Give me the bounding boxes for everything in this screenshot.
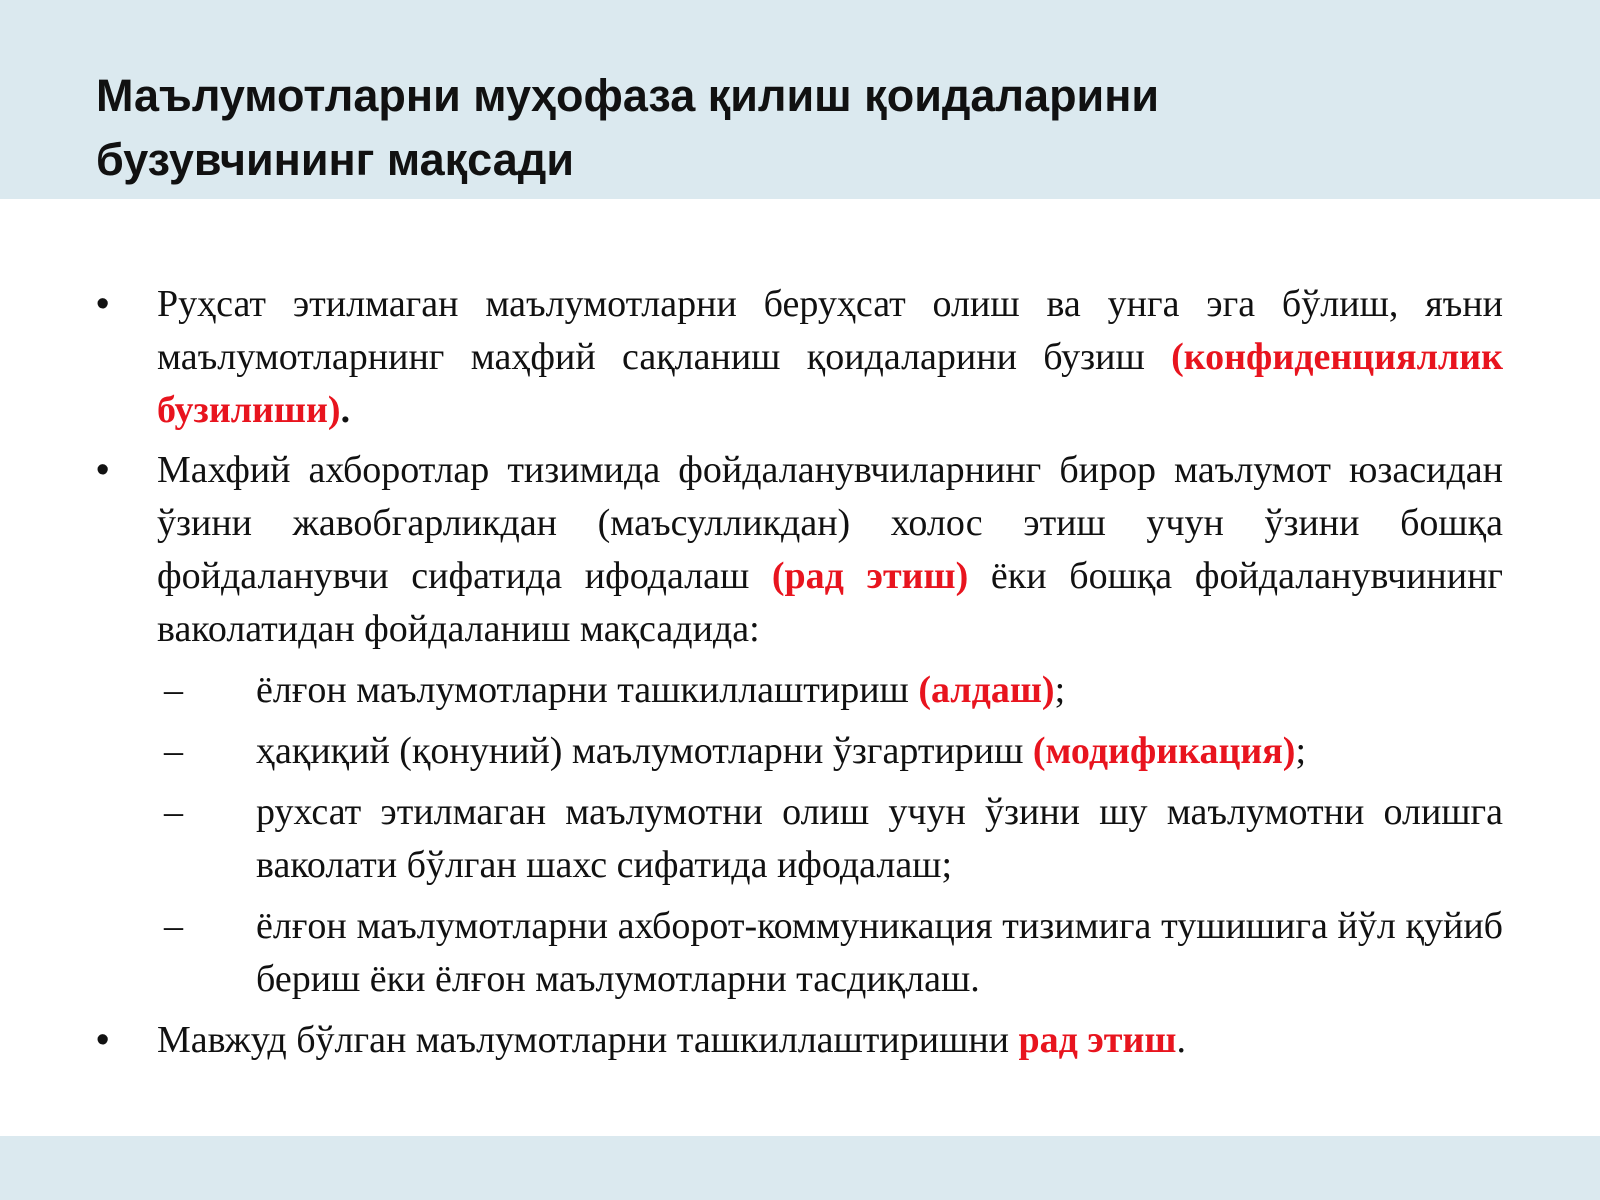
subitem-impersonation [96,786,1503,892]
slide-title [96,64,1516,192]
bullet-text: Махфий ахборотлар тизимида фойдаланувчиларнинг бирор маълумот юзасидан ўзини жавобгарликдан (маъсулликдан) холос этиш учун ўзини бошқа фойдаланувчи сифатида ифодалаш [157,449,1503,597]
bullet-text: Руҳсат этилмаган маълумотларни беруҳсат олиш ва унга эга бўлиш, яъни маълумотларнинг маҳфий сақланиш қоидаларини бузиш [157,283,1503,378]
subitem-text: ёлғон маълумотларни ташкиллаштириш [256,669,919,711]
bullet-item-confidentiality [96,278,1503,437]
dash-marker: – [164,905,183,947]
bullet-text-end: . [340,389,351,431]
bullet-text-end: ёки бошқа фойдаланувчининг ваколатидан фойдаланиш мақсадида: [157,555,1504,650]
footer-band [0,1136,1600,1200]
subitem-text: ёлғон маълумотларни ахборот-коммуникация тизимига тушишига йўл қуйиб бериш ёки ёлғон маълумотларни тасдиқлаш. [256,905,1503,1000]
subitem-text: ҳақиқий (қонуний) маълумотларни ўзгартириш [256,730,1033,772]
slide-title-line-1: Маълумотларни муҳофаза қилиш қоидаларини [96,70,1160,121]
subitem-modification [96,725,1503,778]
highlight-term: (алдаш) [918,669,1055,711]
bullet-marker: • [96,283,110,325]
subitem-deception [96,664,1503,717]
bullet-text-end: . [1176,1019,1186,1061]
bullet-item-repudiation [96,444,1503,656]
bullet-marker: • [96,449,110,491]
bullet-marker: • [96,1019,110,1061]
highlight-term: рад этиш [1018,1019,1177,1061]
bullet-list [96,278,1503,1067]
dash-marker: – [164,791,183,833]
bullet-item-denial [96,1014,1503,1067]
highlight-term: (модификация) [1032,730,1296,772]
highlight-term: (конфиденцияллик бузилиши) [157,336,1503,431]
slide-title-line-2: бузувчининг мақсади [96,134,574,185]
subitem-text-end: ; [1295,730,1307,772]
subitem-text: рухсат этилмаган маълумотни олиш учун ўзини шу маълумотни олишга ваколати бўлган шахс сифатида ифодалаш; [256,791,1503,886]
subitem-false-data [96,900,1503,1006]
dash-marker: – [164,730,183,772]
highlight-term: (рад этиш) [771,555,969,597]
dash-marker: – [164,669,183,711]
bullet-text: Мавжуд бўлган маълумотларни ташкиллаштиришни [157,1019,1019,1061]
subitem-text-end: ; [1054,669,1066,711]
